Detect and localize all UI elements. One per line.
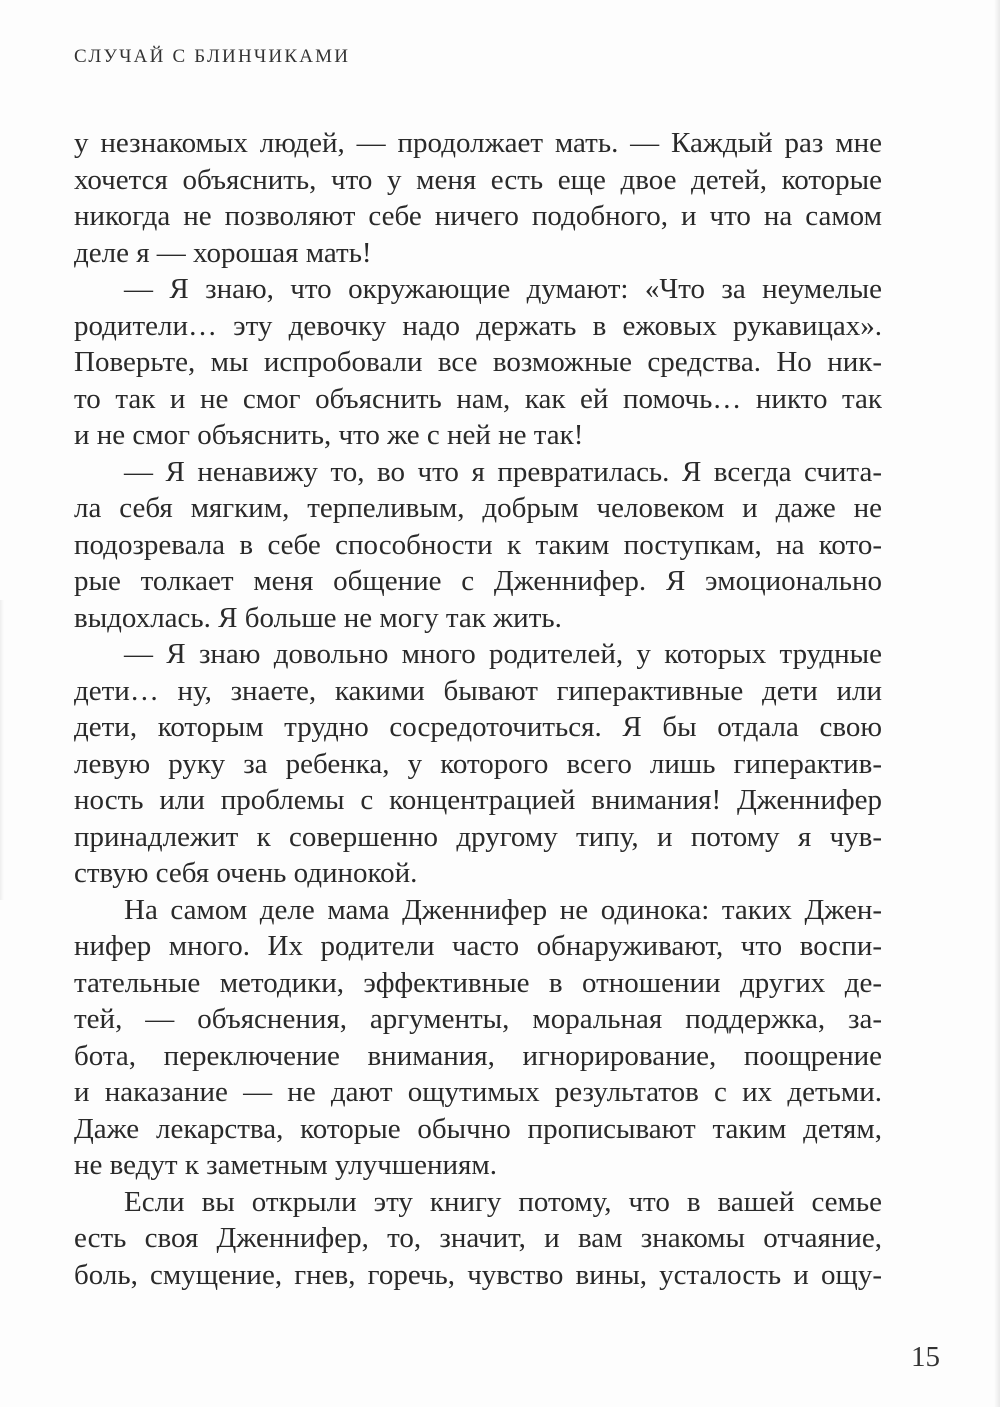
body-text [74, 125, 882, 1293]
text-line: то так и не смог объяснить нам, как ей помочь… никто так [74, 382, 882, 415]
text-line: рые толкает меня общение с Дженнифер. Я эмоционально [74, 565, 882, 597]
page-edge-shadow [994, 0, 1000, 1407]
text-line: хочется объяснить, что у меня есть еще двое детей, которые [74, 163, 882, 196]
text-line: — Я знаю, что окружающие думают: «Что за неумелые [124, 273, 882, 305]
text-line: Если вы открыли эту книгу потому, что в вашей семье [124, 1185, 882, 1218]
text-line: дети… ну, знаете, какими бывают гиперактивные дети или [74, 674, 882, 707]
text-line: никогда не позволяют себе ничего подобного, и что на самом [74, 200, 882, 232]
text-line: — Я ненавижу то, во что я превратилась. Я всегда счита- [124, 455, 882, 488]
running-header: СЛУЧАЙ С БЛИНЧИКАМИ [74, 46, 351, 67]
text-line: подозревала в себе способности к таким поступкам, на кото- [74, 528, 882, 561]
text-line: нифер много. Их родители часто обнаруживают, что воспи- [74, 930, 882, 962]
text-line: есть своя Дженнифер, то, значит, и вам знакомы отчаяние, [74, 1222, 882, 1254]
text-line: левую руку за ребенка, у которого всего лишь гиперактив- [74, 747, 882, 780]
text-line: дети, которым трудно сосредоточиться. Я бы отдала свою [74, 711, 882, 743]
page-number: 15 [911, 1341, 940, 1373]
text-line: и наказание — не дают ощутимых результатов с их детьми. [74, 1076, 882, 1108]
text-line: и не смог объяснить, что же с ней не так! [74, 419, 584, 451]
text-line: Даже лекарства, которые обычно прописывают таким детям, [74, 1112, 882, 1145]
text-line: На самом деле мама Дженнифер не одинока: таких Джен- [124, 893, 882, 926]
text-line: — Я знаю довольно много родителей, у которых трудные [124, 638, 882, 670]
text-line: боль, смущение, гнев, горечь, чувство вины, усталость и ощу- [74, 1258, 882, 1291]
text-line: ствую себя очень одинокой. [74, 857, 418, 889]
text-line: бота, переключение внимания, игнорирование, поощрение [74, 1039, 882, 1072]
text-line: ла себя мягким, терпеливым, добрым человеком и даже не [74, 492, 882, 524]
text-line: деле я — хорошая мать! [74, 236, 372, 269]
text-line: родители… эту девочку надо держать в ежовых рукавицах». [74, 309, 882, 342]
text-line: ность или проблемы с концентрацией внимания! Дженнифер [74, 784, 882, 816]
text-line: тей, — объяснения, аргументы, моральная поддержка, за- [74, 1003, 882, 1035]
text-line: у незнакомых людей, — продолжает мать. — Каждый раз мне [74, 127, 882, 159]
text-line: тательные методики, эффективные в отношении других де- [74, 966, 882, 999]
page-edge-shadow-left [0, 600, 4, 900]
text-line: не ведут к заметным улучшениям. [74, 1149, 497, 1181]
text-line: Поверьте, мы испробовали все возможные средства. Но ник- [74, 346, 882, 378]
text-line: выдохлась. Я больше не могу так жить. [74, 601, 562, 634]
text-line: принадлежит к совершенно другому типу, и потому я чув- [74, 820, 882, 853]
